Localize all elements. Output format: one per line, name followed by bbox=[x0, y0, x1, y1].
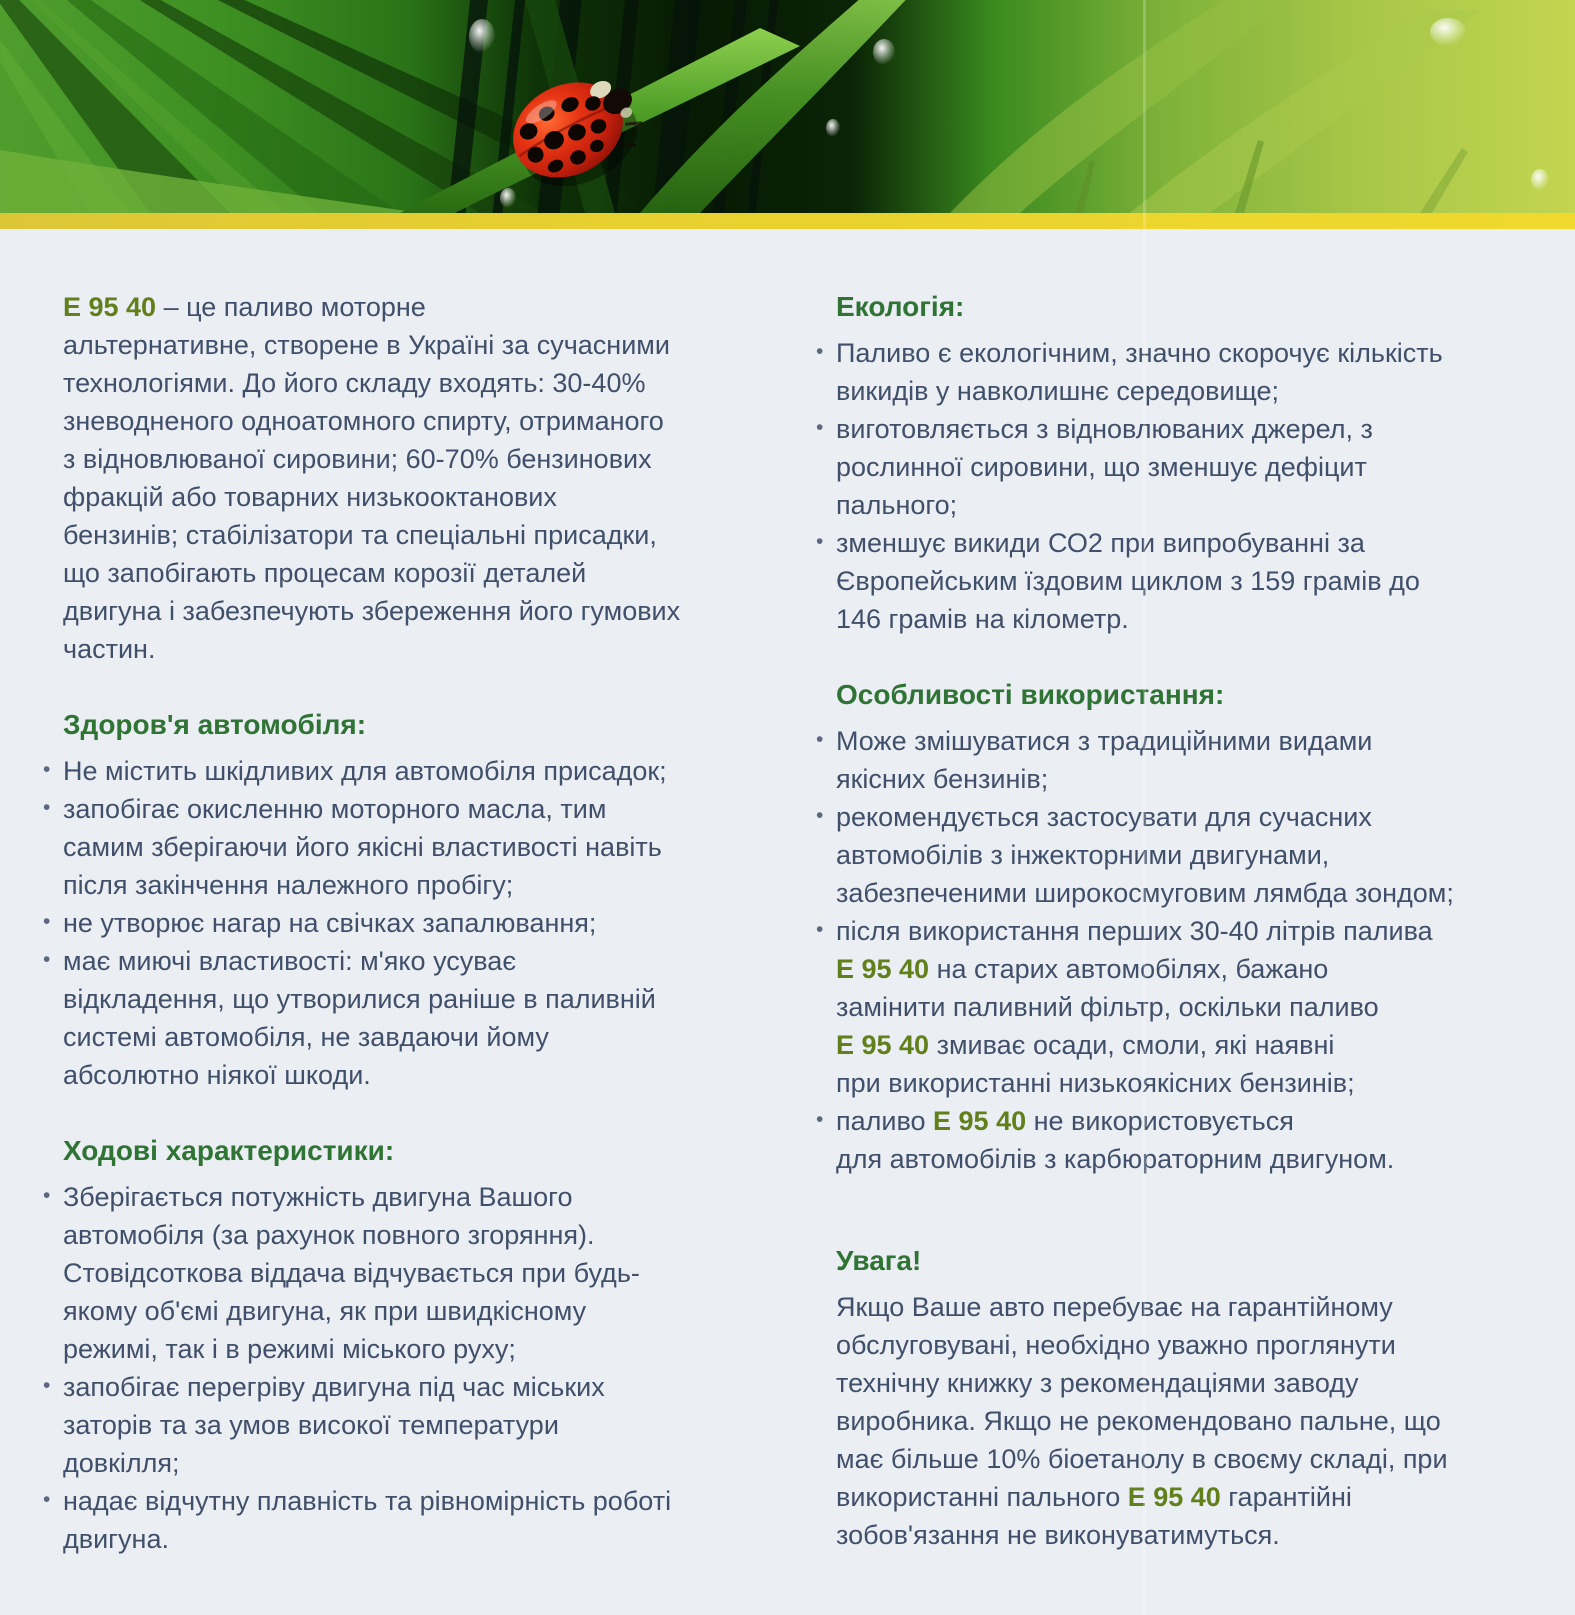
section-heading-warning: Увага! bbox=[836, 1245, 922, 1276]
text-run: Стовідсоткова віддача відчувається при будь- bbox=[63, 1258, 640, 1288]
text-run: автомобіля (за рахунок повного згоряння). bbox=[63, 1220, 595, 1250]
text-run: після використання перших 30-40 літрів палива bbox=[836, 916, 1433, 946]
bullet-list bbox=[836, 334, 1501, 638]
text-run: забезпеченими широкосмуговим лямбда зондом; bbox=[836, 878, 1454, 908]
text-run: двигуна і забезпечують збереження його гумових bbox=[63, 596, 681, 626]
text-line bbox=[836, 1026, 1501, 1064]
text-run: гарантійні bbox=[1220, 1482, 1352, 1512]
text-line bbox=[63, 1482, 728, 1520]
text-run: на старих автомобілях, бажано bbox=[929, 954, 1329, 984]
header-accent-stripe bbox=[0, 213, 1575, 229]
text-run: паливо bbox=[836, 1106, 934, 1136]
text-run: не утворює нагар на свічках запалювання; bbox=[63, 908, 597, 938]
text-line bbox=[836, 1102, 1501, 1140]
text-line bbox=[63, 402, 728, 440]
text-run: Зберігається потужність двигуна Вашого bbox=[63, 1182, 573, 1212]
text-line bbox=[63, 440, 728, 478]
text-run: альтернативне, створене в Україні за сучасними bbox=[63, 330, 670, 360]
left-column bbox=[63, 288, 728, 1558]
text-run: що запобігають процесам корозії деталей bbox=[63, 558, 587, 588]
text-run: зменшує викиди СО2 при випробуванні за bbox=[836, 528, 1365, 558]
text-run: Європейським їздовим циклом з 159 грамів до bbox=[836, 566, 1420, 596]
text-line bbox=[836, 1516, 1501, 1554]
text-line bbox=[836, 760, 1501, 798]
text-line bbox=[63, 1444, 728, 1482]
product-name: Е 95 40 bbox=[836, 1030, 930, 1060]
text-line bbox=[63, 554, 728, 592]
product-name: Е 95 40 bbox=[1127, 1482, 1221, 1512]
text-line bbox=[63, 1178, 728, 1216]
product-name: Е 95 40 bbox=[836, 954, 930, 984]
text-run: рекомендується застосувати для сучасних bbox=[836, 802, 1372, 832]
bullet-item bbox=[63, 790, 728, 904]
section-heading-usage: Особливості використання: bbox=[836, 679, 1225, 710]
text-line bbox=[836, 372, 1501, 410]
text-line bbox=[63, 1406, 728, 1444]
grass-ladybug-photo bbox=[0, 0, 1575, 213]
text-run: запобігає окисленню моторного масла, тим bbox=[63, 794, 607, 824]
text-line bbox=[836, 950, 1501, 988]
text-run: – це паливо моторне bbox=[156, 292, 426, 322]
bullet-item bbox=[836, 410, 1501, 524]
text-line bbox=[836, 1402, 1501, 1440]
text-run: системі автомобіля, не завдаючи йому bbox=[63, 1022, 549, 1052]
text-run: з відновлюваної сировини; 60-70% бензинових bbox=[63, 444, 652, 474]
bullet-list bbox=[836, 722, 1501, 1178]
text-line bbox=[63, 478, 728, 516]
text-run: замінити паливний фільтр, оскільки паливо bbox=[836, 992, 1379, 1022]
water-droplet bbox=[1430, 18, 1466, 46]
text-line bbox=[63, 1520, 728, 1558]
bullet-list bbox=[63, 1178, 728, 1558]
bullet-item bbox=[63, 1178, 728, 1368]
text-run: Може змішуватися з традиційними видами bbox=[836, 726, 1373, 756]
water-droplet bbox=[1531, 169, 1549, 191]
text-run: абсолютно ніякої шкоди. bbox=[63, 1060, 371, 1090]
text-line bbox=[836, 334, 1501, 372]
text-run: не використовується bbox=[1026, 1106, 1294, 1136]
text-line bbox=[836, 1064, 1501, 1102]
text-run: Якщо Ваше авто перебуває на гарантійному bbox=[836, 1292, 1393, 1322]
text-run: для автомобілів з карбюраторним двигуном. bbox=[836, 1144, 1395, 1174]
brochure-content bbox=[0, 229, 1575, 1615]
text-line bbox=[836, 524, 1501, 562]
bullet-item bbox=[63, 1482, 728, 1558]
text-line bbox=[63, 326, 728, 364]
product-name: Е 95 40 bbox=[63, 292, 157, 322]
text-line bbox=[63, 516, 728, 554]
header-photo bbox=[0, 0, 1575, 213]
bullet-item bbox=[836, 722, 1501, 798]
text-run: якому об'ємі двигуна, як при швидкісному bbox=[63, 1296, 587, 1326]
text-run: заторів та за умов високої температури bbox=[63, 1410, 559, 1440]
text-run: Не містить шкідливих для автомобіля присадок; bbox=[63, 756, 667, 786]
text-line bbox=[63, 288, 728, 326]
text-line bbox=[63, 942, 728, 980]
text-line bbox=[63, 790, 728, 828]
text-run: частин. bbox=[63, 634, 156, 664]
text-run: Паливо є екологічним, значно скорочує кількість bbox=[836, 338, 1443, 368]
text-run: 146 грамів на кілометр. bbox=[836, 604, 1129, 634]
bullet-item bbox=[836, 912, 1501, 1102]
text-run: пального; bbox=[836, 490, 958, 520]
text-run: фракцій або товарних низькооктанових bbox=[63, 482, 557, 512]
text-line bbox=[63, 866, 728, 904]
text-line bbox=[63, 630, 728, 668]
water-droplet bbox=[826, 119, 840, 137]
text-run: запобігає перегріву двигуна під час міських bbox=[63, 1372, 605, 1402]
text-run: обслуговувані, необхідно уважно проглянути bbox=[836, 1330, 1396, 1360]
text-line bbox=[836, 874, 1501, 912]
text-line bbox=[63, 1330, 728, 1368]
text-line bbox=[836, 1288, 1501, 1326]
text-line bbox=[836, 1140, 1501, 1178]
text-line bbox=[836, 722, 1501, 760]
text-line bbox=[836, 836, 1501, 874]
text-line bbox=[836, 448, 1501, 486]
text-line bbox=[63, 1368, 728, 1406]
paragraph bbox=[63, 288, 728, 668]
water-droplet bbox=[469, 19, 495, 53]
section-heading-ecology: Екологія: bbox=[836, 291, 965, 322]
text-run: виробника. Якщо не рекомендовано пальне, що bbox=[836, 1406, 1441, 1436]
text-run: технологіями. До його складу входять: 30-40% bbox=[63, 368, 646, 398]
water-droplet bbox=[500, 188, 516, 208]
bullet-item bbox=[63, 904, 728, 942]
text-line bbox=[63, 1216, 728, 1254]
text-line bbox=[836, 1326, 1501, 1364]
text-line bbox=[836, 912, 1501, 950]
text-run: бензинів; стабілізатори та спеціальні присадки, bbox=[63, 520, 657, 550]
text-line bbox=[836, 1478, 1501, 1516]
text-run: зобов'язання не виконуватимуться. bbox=[836, 1520, 1280, 1550]
text-line bbox=[836, 798, 1501, 836]
text-run: після закінчення належного пробігу; bbox=[63, 870, 514, 900]
water-droplet bbox=[873, 39, 895, 65]
product-name: Е 95 40 bbox=[933, 1106, 1027, 1136]
text-line bbox=[63, 364, 728, 402]
text-run: надає відчутну плавність та рівномірність роботі bbox=[63, 1486, 672, 1516]
text-run: викидів у навколишнє середовище; bbox=[836, 376, 1279, 406]
section-heading-driving: Ходові характеристики: bbox=[63, 1135, 395, 1166]
section-heading-car-health: Здоров'я автомобіля: bbox=[63, 709, 367, 740]
text-line bbox=[63, 592, 728, 630]
text-run: зневодненого одноатомного спирту, отриманого bbox=[63, 406, 664, 436]
text-line bbox=[836, 486, 1501, 524]
text-line bbox=[836, 1364, 1501, 1402]
text-line bbox=[63, 980, 728, 1018]
text-line bbox=[836, 988, 1501, 1026]
text-line bbox=[836, 562, 1501, 600]
text-run: самим зберігаючи його якісні властивості навіть bbox=[63, 832, 662, 862]
text-run: має більше 10% біоетанолу в своєму складі, при bbox=[836, 1444, 1448, 1474]
bullet-item bbox=[63, 942, 728, 1094]
text-line bbox=[63, 1292, 728, 1330]
bullet-item bbox=[63, 1368, 728, 1482]
text-line bbox=[836, 600, 1501, 638]
text-run: відкладення, що утворилися раніше в паливній bbox=[63, 984, 656, 1014]
text-line bbox=[63, 1254, 728, 1292]
text-run: рослинної сировини, що зменшує дефіцит bbox=[836, 452, 1367, 482]
text-line bbox=[836, 1440, 1501, 1478]
bullet-item bbox=[836, 798, 1501, 912]
bullet-list bbox=[63, 752, 728, 1094]
text-run: довкілля; bbox=[63, 1448, 180, 1478]
text-run: використанні пального bbox=[836, 1482, 1128, 1512]
text-line bbox=[63, 904, 728, 942]
text-line bbox=[836, 410, 1501, 448]
text-run: змиває осади, смоли, які наявні bbox=[929, 1030, 1335, 1060]
text-line bbox=[63, 828, 728, 866]
text-run: при використанні низькоякісних бензинів; bbox=[836, 1068, 1355, 1098]
bullet-item bbox=[63, 752, 728, 790]
text-line bbox=[63, 752, 728, 790]
text-run: виготовляється з відновлюваних джерел, з bbox=[836, 414, 1373, 444]
paragraph bbox=[836, 1288, 1501, 1554]
text-run: режимі, так і в режимі міського руху; bbox=[63, 1334, 516, 1364]
text-run: технічну книжку з рекомендаціями заводу bbox=[836, 1368, 1359, 1398]
text-line bbox=[63, 1056, 728, 1094]
text-line bbox=[63, 1018, 728, 1056]
bullet-item bbox=[836, 1102, 1501, 1178]
text-run: має миючі властивості: м'яко усуває bbox=[63, 946, 517, 976]
text-run: автомобілів з інжекторними двигунами, bbox=[836, 840, 1330, 870]
text-run: двигуна. bbox=[63, 1524, 169, 1554]
right-column bbox=[836, 288, 1501, 1554]
text-run: якісних бензинів; bbox=[836, 764, 1049, 794]
bullet-item bbox=[836, 334, 1501, 410]
bullet-item bbox=[836, 524, 1501, 638]
